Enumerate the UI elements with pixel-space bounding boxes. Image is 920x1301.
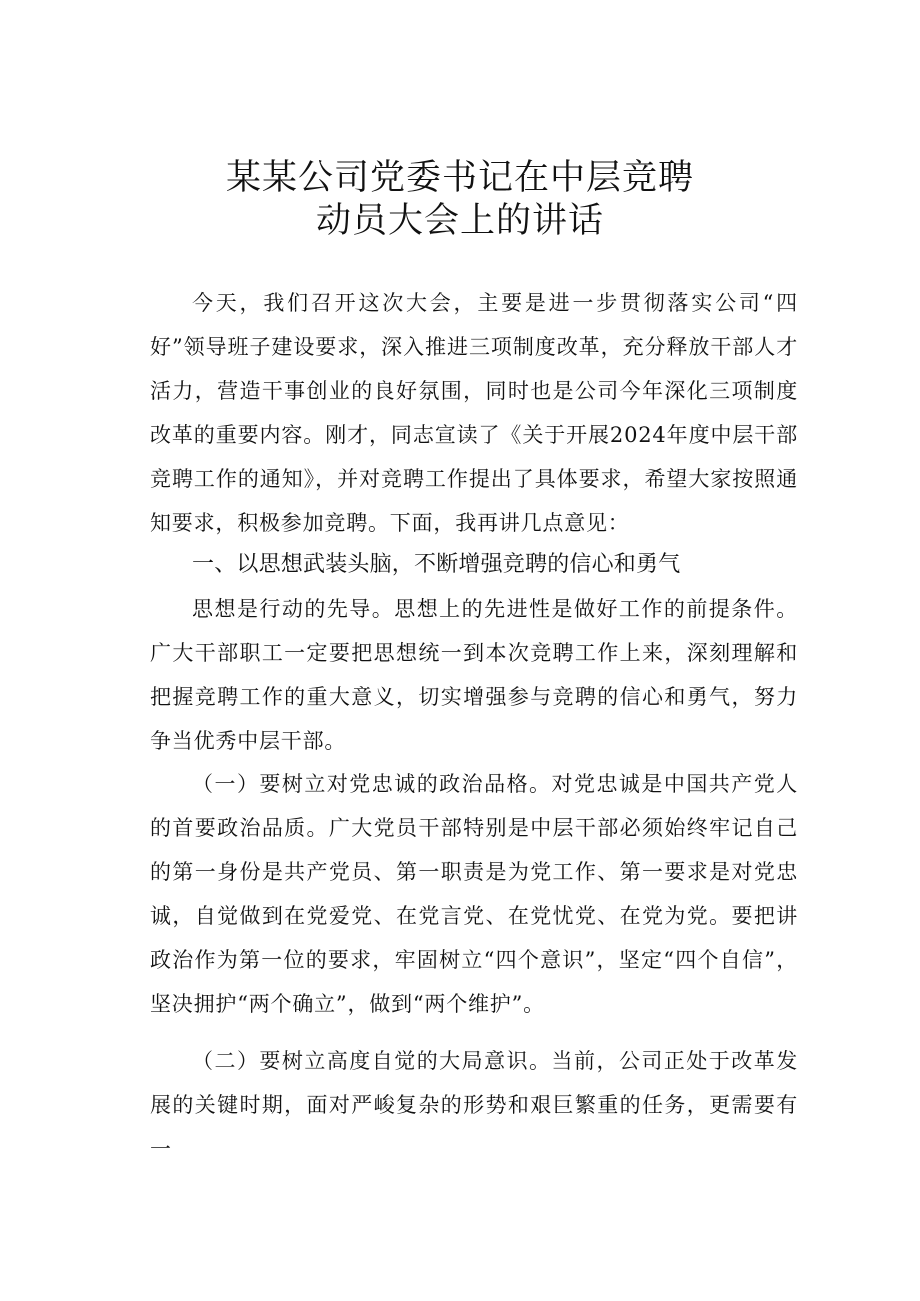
section-heading-1: 一、以思想武装头脑，不断增强竞聘的信心和勇气 bbox=[192, 552, 681, 577]
subsection-1-paragraph: （一）要树立对党忠诚的政治品格。对党忠诚是中国共产党人的首要政治品质。广大党员干部特别是中层干部必须始终牢记自己的第一身份是共产党员、第一职责是为党工作、第一要求是对党忠诚，自觉做到在党爱党、在党言党、在党忧党、在党为党。要把讲政治作为第一位的要求，牢固树立“四个意识”，坚定“四个自信”，坚决拥护“两个确立”，做到“两个维护”。 bbox=[150, 772, 798, 1016]
subsection-2-paragraph: （二）要树立高度自觉的大局意识。当前，公司正处于改革发展的关键时期，面对严峻复杂的形势和艰巨繁重的任务，更需要有一 bbox=[150, 1049, 798, 1161]
document-title-line-1: 某某公司党委书记在中层竞聘 bbox=[225, 158, 694, 198]
document-title-line-2: 动员大会上的讲话 bbox=[315, 201, 604, 241]
section-1-paragraph: 思想是行动的先导。思想上的先进性是做好工作的前提条件。广大干部职工一定要把思想统一到本次竞聘工作上来，深刻理解和把握竞聘工作的重大意义，切实增强参与竞聘的信心和勇气，努力争当优秀中层干部。 bbox=[150, 597, 798, 753]
intro-paragraph: 今天，我们召开这次大会，主要是进一步贯彻落实公司“四好”领导班子建设要求，深入推进三项制度改革，充分释放干部人才活力，营造干事创业的良好氛围，同时也是公司今年深化三项制度改革的重要内容。刚才，同志宣读了《关于开展2024年度中层干部竞聘工作的通知》，并对竞聘工作提出了具体要求，希望大家按照通知要求，积极参加竞聘。下面，我再讲几点意见： bbox=[150, 291, 798, 535]
